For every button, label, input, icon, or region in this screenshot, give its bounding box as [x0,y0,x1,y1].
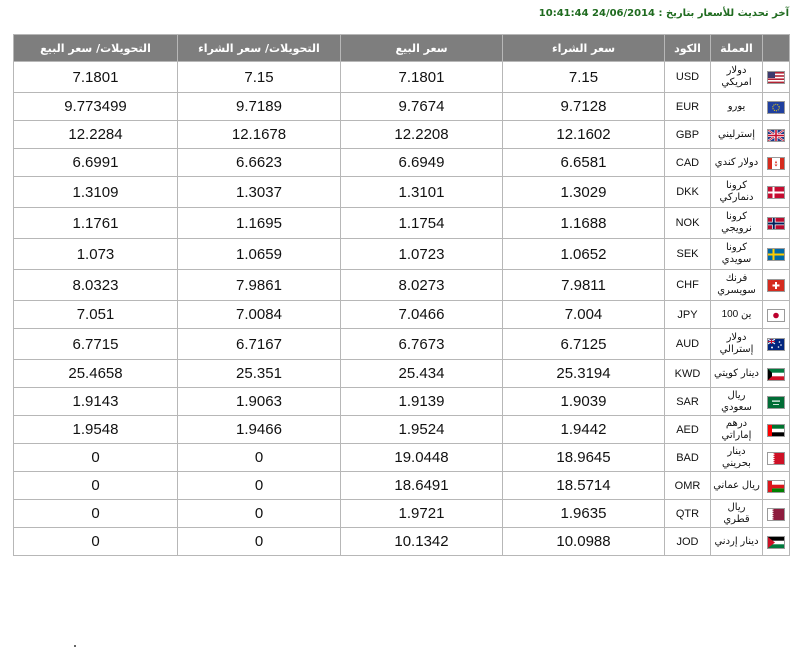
sell-rate-cell: 8.0273 [341,270,503,301]
buy-rate-cell: 25.3194 [503,360,665,388]
currency-name-cell: دينار بحريني [711,444,763,472]
se-flag-icon [767,248,785,261]
sell-rate-cell: 6.7673 [341,329,503,360]
ae-flag-icon [767,424,785,437]
transfer-buy-rate-cell: 6.7167 [178,329,341,360]
transfer-buy-rate-cell: 0 [178,528,341,556]
table-row [14,444,790,472]
transfer-sell-rate-cell: 12.2284 [14,121,178,149]
currency-code-cell: EUR [665,93,711,121]
header-currency: العملة [711,35,763,62]
sell-rate-cell: 10.1342 [341,528,503,556]
table-row [14,301,790,329]
flag-cell [763,528,790,556]
table-row [14,388,790,416]
flag-cell [763,360,790,388]
flag-cell [763,149,790,177]
currency-name-cell: دولار إسترالي [711,329,763,360]
table-row [14,239,790,270]
sell-rate-cell: 1.9524 [341,416,503,444]
buy-rate-cell: 18.5714 [503,472,665,500]
currency-code-cell: BAD [665,444,711,472]
flag-cell [763,301,790,329]
transfer-sell-rate-cell: 1.9548 [14,416,178,444]
table-row [14,416,790,444]
currency-code-cell: OMR [665,472,711,500]
transfer-sell-rate-cell: 7.1801 [14,62,178,93]
us-flag-icon [767,71,785,84]
sell-rate-cell: 1.9721 [341,500,503,528]
currency-code-cell: AED [665,416,711,444]
transfer-sell-rate-cell: 0 [14,444,178,472]
currency-code-cell: DKK [665,177,711,208]
buy-rate-cell: 6.6581 [503,149,665,177]
sell-rate-cell: 9.7674 [341,93,503,121]
om-flag-icon [767,480,785,493]
flag-cell [763,444,790,472]
sell-rate-cell: 1.1754 [341,208,503,239]
header-buy-rate: سعر الشراء [503,35,665,62]
flag-cell [763,208,790,239]
transfer-buy-rate-cell: 9.7189 [178,93,341,121]
transfer-buy-rate-cell: 12.1678 [178,121,341,149]
currency-name-cell: ريال عماني [711,472,763,500]
currency-code-cell: QTR [665,500,711,528]
table-row [14,472,790,500]
buy-rate-cell: 7.004 [503,301,665,329]
currency-code-cell: AUD [665,329,711,360]
buy-rate-cell: 1.0652 [503,239,665,270]
sell-rate-cell: 1.3101 [341,177,503,208]
header-flag [763,35,790,62]
table-row [14,93,790,121]
transfer-buy-rate-cell: 7.15 [178,62,341,93]
transfer-sell-rate-cell: 6.7715 [14,329,178,360]
currency-code-cell: CHF [665,270,711,301]
currency-code-cell: SEK [665,239,711,270]
ca-flag-icon [767,157,785,170]
buy-rate-cell: 12.1602 [503,121,665,149]
transfer-sell-rate-cell: 0 [14,500,178,528]
currency-code-cell: GBP [665,121,711,149]
transfer-sell-rate-cell: 9.773499 [14,93,178,121]
table-header-row [14,35,790,62]
sell-rate-cell: 6.6949 [341,149,503,177]
transfer-sell-rate-cell: 8.0323 [14,270,178,301]
currency-name-cell: كرونا سويدي [711,239,763,270]
sell-rate-cell: 1.9139 [341,388,503,416]
jo-flag-icon [767,536,785,549]
transfer-buy-rate-cell: 6.6623 [178,149,341,177]
transfer-sell-rate-cell: 0 [14,528,178,556]
currency-code-cell: CAD [665,149,711,177]
au-flag-icon [767,338,785,351]
buy-rate-cell: 7.15 [503,62,665,93]
last-update-datetime: 24/06/2014 10:41:44 [538,8,655,19]
transfer-buy-rate-cell: 1.9466 [178,416,341,444]
buy-rate-cell: 7.9811 [503,270,665,301]
currency-name-cell: دولار امريكي [711,62,763,93]
sell-rate-cell: 7.1801 [341,62,503,93]
flag-cell [763,239,790,270]
buy-rate-cell: 10.0988 [503,528,665,556]
table-row [14,62,790,93]
flag-cell [763,62,790,93]
eu-flag-icon [767,101,785,114]
flag-cell [763,93,790,121]
buy-rate-cell: 1.9039 [503,388,665,416]
sell-rate-cell: 12.2208 [341,121,503,149]
currency-code-cell: SAR [665,388,711,416]
header-transfer-sell-rate: التحويلات/ سعر البيع [14,35,178,62]
currency-name-cell: دولار كندي [711,149,763,177]
table-row [14,121,790,149]
buy-rate-cell: 9.7128 [503,93,665,121]
no-flag-icon [767,217,785,230]
buy-rate-cell: 6.7125 [503,329,665,360]
currency-name-cell: إسترليني [711,121,763,149]
header-transfer-buy-rate: التحويلات/ سعر الشراء [178,35,341,62]
sell-rate-cell: 19.0448 [341,444,503,472]
transfer-sell-rate-cell: 1.1761 [14,208,178,239]
buy-rate-cell: 1.1688 [503,208,665,239]
flag-cell [763,472,790,500]
transfer-buy-rate-cell: 7.0084 [178,301,341,329]
transfer-sell-rate-cell: 1.3109 [14,177,178,208]
currency-code-cell: JOD [665,528,711,556]
transfer-buy-rate-cell: 0 [178,444,341,472]
last-update-label: آخر تحديث للأسعار بتاريخ : [658,8,789,19]
last-update-note [539,8,789,19]
flag-cell [763,121,790,149]
header-sell-rate: سعر البيع [341,35,503,62]
currency-name-cell: دينار كويتي [711,360,763,388]
sell-rate-cell: 1.0723 [341,239,503,270]
currency-name-cell: دينار إردني [711,528,763,556]
bh-flag-icon [767,452,785,465]
header-code: الكود [665,35,711,62]
currency-code-cell: USD [665,62,711,93]
currency-code-cell: NOK [665,208,711,239]
flag-cell [763,329,790,360]
transfer-buy-rate-cell: 1.1695 [178,208,341,239]
table-row [14,177,790,208]
transfer-buy-rate-cell: 0 [178,472,341,500]
transfer-buy-rate-cell: 1.9063 [178,388,341,416]
dk-flag-icon [767,186,785,199]
currency-name-cell: فرنك سويسري [711,270,763,301]
transfer-sell-rate-cell: 25.4658 [14,360,178,388]
exchange-rates-table [13,34,790,556]
buy-rate-cell: 1.9635 [503,500,665,528]
jp-flag-icon [767,309,785,322]
sell-rate-cell: 7.0466 [341,301,503,329]
flag-cell [763,416,790,444]
buy-rate-cell: 1.9442 [503,416,665,444]
flag-cell [763,177,790,208]
table-row [14,329,790,360]
transfer-buy-rate-cell: 0 [178,500,341,528]
table-row [14,500,790,528]
currency-name-cell: ين 100 [711,301,763,329]
sell-rate-cell: 25.434 [341,360,503,388]
footer-dot [74,645,76,647]
sa-flag-icon [767,396,785,409]
transfer-sell-rate-cell: 0 [14,472,178,500]
currency-name-cell: كرونا نرويجي [711,208,763,239]
transfer-buy-rate-cell: 1.3037 [178,177,341,208]
gb-flag-icon [767,129,785,142]
currency-name-cell: كرونا دنماركي [711,177,763,208]
currency-code-cell: KWD [665,360,711,388]
kw-flag-icon [767,368,785,381]
flag-cell [763,388,790,416]
table-row [14,528,790,556]
transfer-buy-rate-cell: 25.351 [178,360,341,388]
currency-code-cell: JPY [665,301,711,329]
transfer-sell-rate-cell: 1.073 [14,239,178,270]
qa-flag-icon [767,508,785,521]
table-row [14,208,790,239]
currency-name-cell: ريال قطري [711,500,763,528]
buy-rate-cell: 18.9645 [503,444,665,472]
buy-rate-cell: 1.3029 [503,177,665,208]
transfer-sell-rate-cell: 7.051 [14,301,178,329]
table-row [14,149,790,177]
table-row [14,270,790,301]
flag-cell [763,270,790,301]
currency-name-cell: ريال سعودي [711,388,763,416]
transfer-buy-rate-cell: 1.0659 [178,239,341,270]
currency-name-cell: يورو [711,93,763,121]
table-row [14,360,790,388]
currency-name-cell: درهم إماراتي [711,416,763,444]
transfer-sell-rate-cell: 1.9143 [14,388,178,416]
flag-cell [763,500,790,528]
transfer-buy-rate-cell: 7.9861 [178,270,341,301]
sell-rate-cell: 18.6491 [341,472,503,500]
transfer-sell-rate-cell: 6.6991 [14,149,178,177]
ch-flag-icon [767,279,785,292]
